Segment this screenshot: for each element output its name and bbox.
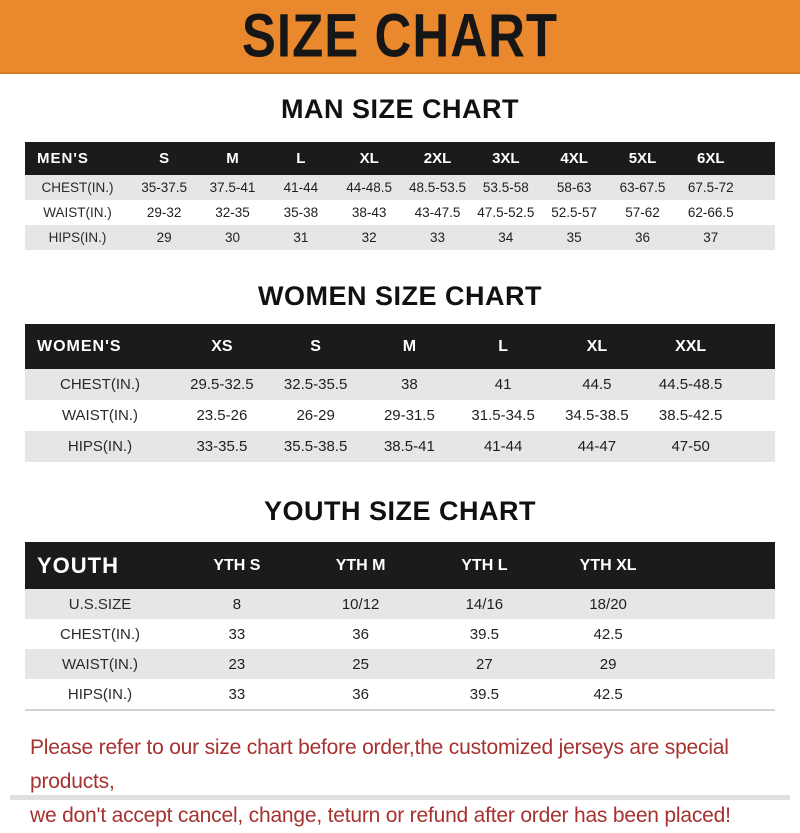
size-column-header: XL: [335, 142, 403, 175]
size-value-cell: 32-35: [198, 200, 266, 225]
size-value-cell: 29: [546, 649, 670, 679]
size-value-cell: 32: [335, 225, 403, 250]
size-value-cell: 41: [456, 369, 550, 400]
header-spacer: [670, 542, 775, 589]
size-value-cell: 44-47: [550, 431, 644, 462]
size-column-header: 6XL: [677, 142, 745, 175]
size-value-cell: 33: [175, 619, 299, 649]
row-label: HIPS(IN.): [25, 431, 175, 462]
youth-size-table: [25, 542, 775, 711]
table-row: [25, 369, 775, 400]
size-value-cell: 38-43: [335, 200, 403, 225]
size-value-cell: 23: [175, 649, 299, 679]
header-spacer: [745, 142, 775, 175]
size-value-cell: 44.5-48.5: [644, 369, 738, 400]
size-value-cell: 53.5-58: [472, 175, 540, 200]
header-row: [25, 142, 775, 175]
size-column-header: YTH S: [175, 542, 299, 589]
size-value-cell: 63-67.5: [608, 175, 676, 200]
table-row: [25, 400, 775, 431]
size-column-header: XXL: [644, 324, 738, 369]
size-value-cell: 29-32: [130, 200, 198, 225]
size-column-header: M: [198, 142, 266, 175]
size-value-cell: 29.5-32.5: [175, 369, 269, 400]
size-column-header: YTH M: [299, 542, 423, 589]
footer-note-line-2: we don't accept cancel, change, teturn or refund after order has been placed!: [30, 804, 731, 827]
size-value-cell: 62-66.5: [677, 200, 745, 225]
size-value-cell: 29: [130, 225, 198, 250]
size-value-cell: 37: [677, 225, 745, 250]
size-value-cell: 14/16: [423, 589, 547, 619]
size-value-cell: 33: [403, 225, 471, 250]
size-column-header: 3XL: [472, 142, 540, 175]
row-spacer: [738, 369, 776, 400]
size-value-cell: 32.5-35.5: [269, 369, 363, 400]
row-spacer: [745, 225, 775, 250]
size-column-header: 4XL: [540, 142, 608, 175]
row-label: CHEST(IN.): [25, 175, 130, 200]
row-spacer: [745, 200, 775, 225]
size-column-header: 5XL: [608, 142, 676, 175]
table-row: [25, 649, 775, 679]
header-row: [25, 324, 775, 369]
men-section-heading: MAN SIZE CHART: [281, 94, 519, 124]
row-spacer: [670, 649, 775, 679]
size-column-header: XS: [175, 324, 269, 369]
row-label: CHEST(IN.): [25, 369, 175, 400]
row-spacer: [745, 175, 775, 200]
size-value-cell: 42.5: [546, 679, 670, 710]
row-label: CHEST(IN.): [25, 619, 175, 649]
size-value-cell: 35.5-38.5: [269, 431, 363, 462]
size-value-cell: 47.5-52.5: [472, 200, 540, 225]
youth-section-heading: YOUTH SIZE CHART: [263, 496, 536, 526]
size-value-cell: 35-38: [267, 200, 335, 225]
header-spacer: [738, 324, 776, 369]
size-value-cell: 34.5-38.5: [550, 400, 644, 431]
size-column-header: S: [269, 324, 363, 369]
size-value-cell: 36: [299, 679, 423, 710]
table-corner-label: YOUTH: [25, 542, 175, 589]
footer-note-line-1: Please refer to our size chart before order,the customized jerseys are special products,: [30, 736, 729, 793]
size-column-header: YTH L: [423, 542, 547, 589]
size-value-cell: 47-50: [644, 431, 738, 462]
size-column-header: XL: [550, 324, 644, 369]
size-value-cell: 39.5: [423, 619, 547, 649]
size-value-cell: 10/12: [299, 589, 423, 619]
row-label: WAIST(IN.): [25, 200, 130, 225]
size-value-cell: 43-47.5: [403, 200, 471, 225]
women-section-heading: WOMEN SIZE CHART: [258, 281, 542, 311]
size-value-cell: 8: [175, 589, 299, 619]
row-label: HIPS(IN.): [25, 225, 130, 250]
size-value-cell: 42.5: [546, 619, 670, 649]
size-value-cell: 26-29: [269, 400, 363, 431]
size-value-cell: 31: [267, 225, 335, 250]
size-value-cell: 30: [198, 225, 266, 250]
size-value-cell: 52.5-57: [540, 200, 608, 225]
size-value-cell: 67.5-72: [677, 175, 745, 200]
size-value-cell: 41-44: [267, 175, 335, 200]
size-value-cell: 25: [299, 649, 423, 679]
women-size-table: [25, 324, 775, 462]
size-value-cell: 35-37.5: [130, 175, 198, 200]
size-value-cell: 31.5-34.5: [456, 400, 550, 431]
size-value-cell: 27: [423, 649, 547, 679]
size-column-header: 2XL: [403, 142, 471, 175]
banner: [0, 0, 800, 74]
bottom-edge-strip: [10, 795, 790, 800]
row-spacer: [670, 619, 775, 649]
size-value-cell: 23.5-26: [175, 400, 269, 431]
size-column-header: M: [363, 324, 457, 369]
size-column-header: L: [267, 142, 335, 175]
table-row: [25, 431, 775, 462]
row-label: HIPS(IN.): [25, 679, 175, 710]
size-value-cell: 44.5: [550, 369, 644, 400]
size-value-cell: 33: [175, 679, 299, 710]
banner-title: SIZE CHART: [241, 1, 559, 71]
header-row: [25, 542, 775, 589]
row-label: WAIST(IN.): [25, 649, 175, 679]
size-value-cell: 36: [299, 619, 423, 649]
size-value-cell: 29-31.5: [363, 400, 457, 431]
size-value-cell: 37.5-41: [198, 175, 266, 200]
size-column-header: L: [456, 324, 550, 369]
row-label: WAIST(IN.): [25, 400, 175, 431]
row-spacer: [670, 589, 775, 619]
size-value-cell: 48.5-53.5: [403, 175, 471, 200]
size-column-header: S: [130, 142, 198, 175]
table-row: [25, 589, 775, 619]
men-size-table: [25, 142, 775, 250]
size-value-cell: 36: [608, 225, 676, 250]
size-value-cell: 44-48.5: [335, 175, 403, 200]
size-value-cell: 35: [540, 225, 608, 250]
size-value-cell: 34: [472, 225, 540, 250]
size-value-cell: 38: [363, 369, 457, 400]
table-row: [25, 200, 775, 225]
size-value-cell: 33-35.5: [175, 431, 269, 462]
table-corner-label: WOMEN'S: [25, 324, 175, 369]
row-spacer: [738, 400, 776, 431]
footer-note: [30, 731, 800, 833]
size-value-cell: 38.5-41: [363, 431, 457, 462]
size-value-cell: 18/20: [546, 589, 670, 619]
row-spacer: [738, 431, 776, 462]
row-spacer: [670, 679, 775, 710]
row-label: U.S.SIZE: [25, 589, 175, 619]
size-column-header: YTH XL: [546, 542, 670, 589]
size-value-cell: 57-62: [608, 200, 676, 225]
size-value-cell: 39.5: [423, 679, 547, 710]
size-value-cell: 41-44: [456, 431, 550, 462]
table-row: [25, 619, 775, 649]
table-corner-label: MEN'S: [25, 142, 130, 175]
table-row: [25, 175, 775, 200]
size-value-cell: 58-63: [540, 175, 608, 200]
size-value-cell: 38.5-42.5: [644, 400, 738, 431]
table-row: [25, 679, 775, 710]
table-row: [25, 225, 775, 250]
